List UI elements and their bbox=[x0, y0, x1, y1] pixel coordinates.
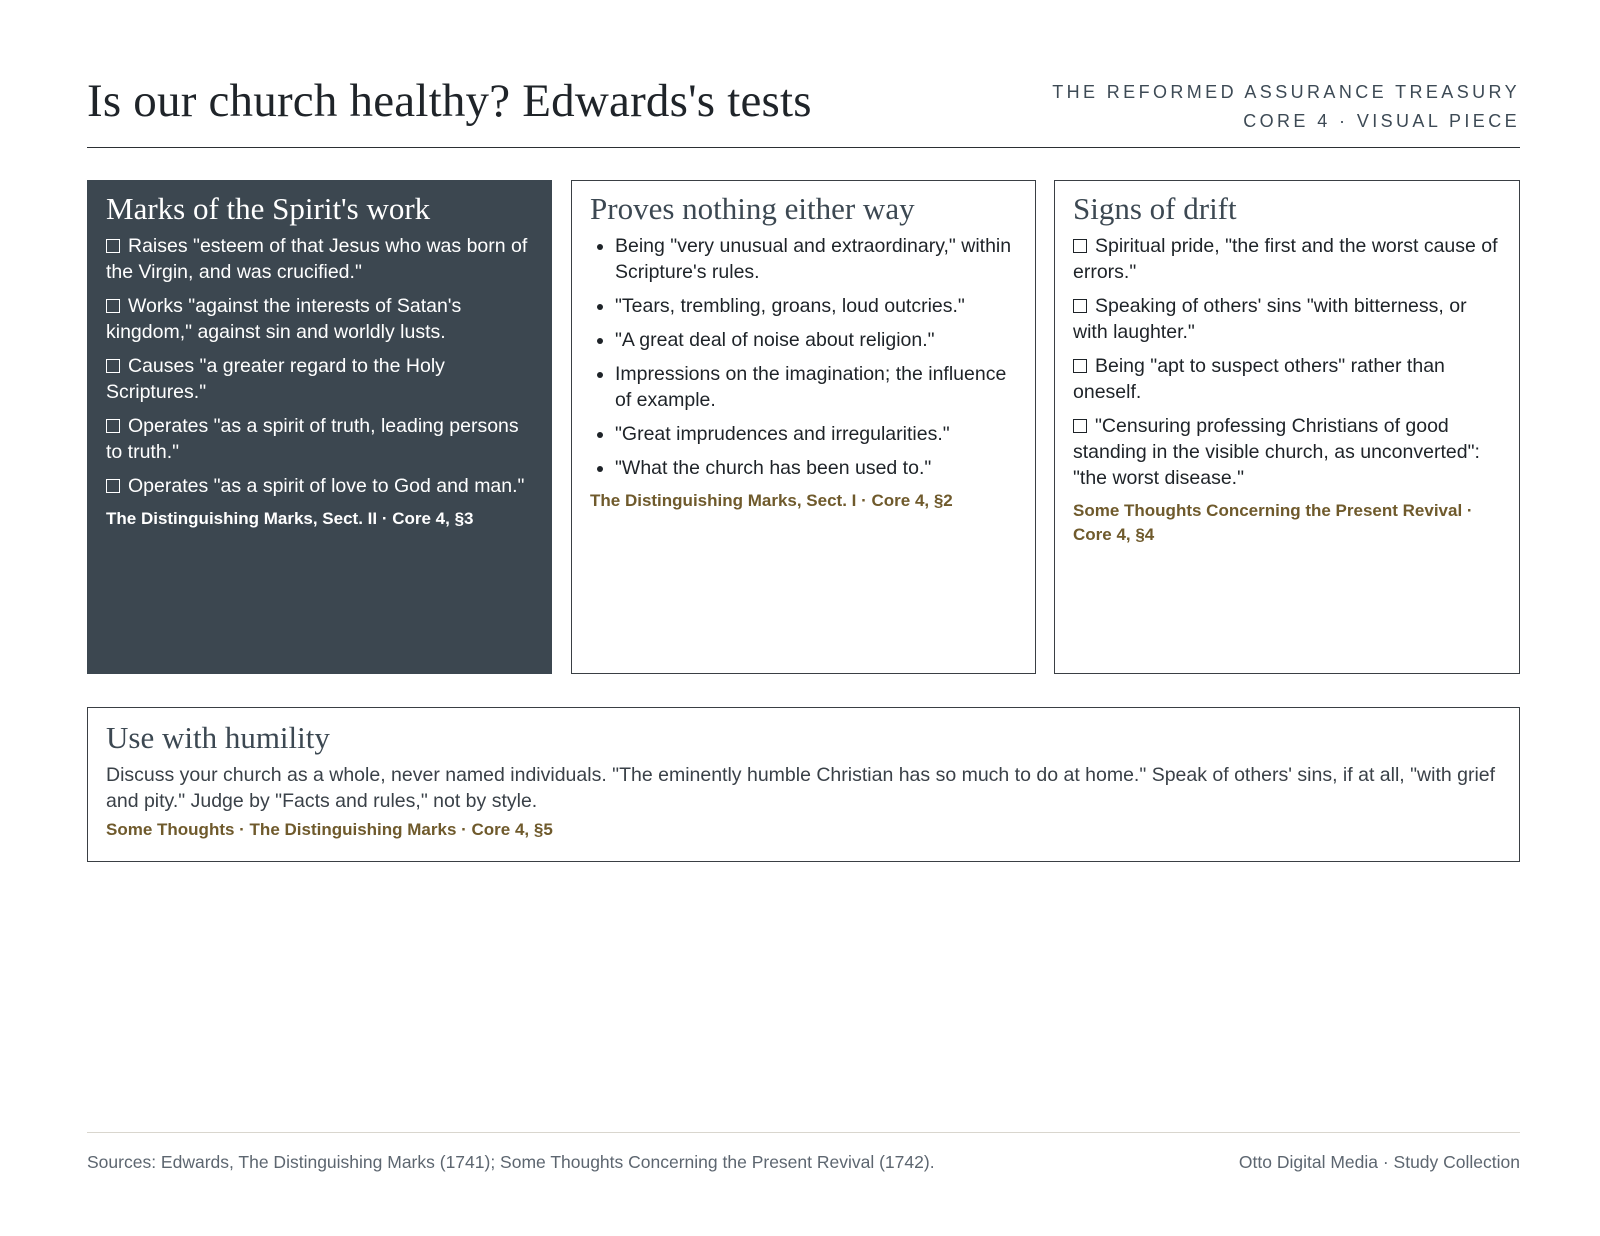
checklist-item bbox=[106, 353, 534, 405]
checklist-item-text: Speaking of others' sins "with bitterness, or with laughter." bbox=[1073, 295, 1467, 343]
checklist-item-text: Operates "as a spirit of love to God and man." bbox=[128, 475, 525, 497]
checklist bbox=[106, 233, 534, 499]
checklist-item-text: Being "apt to suspect others" rather than oneself. bbox=[1073, 355, 1445, 403]
card-title: Proves nothing either way bbox=[590, 191, 915, 226]
checklist-item-text: Raises "esteem of that Jesus who was born of the Virgin, and was crucified." bbox=[106, 235, 528, 283]
list-item: • "Great imprudences and irregularities." bbox=[615, 421, 1018, 447]
checklist-item-text: Operates "as a spirit of truth, leading persons to truth." bbox=[106, 415, 519, 463]
list-item: • "Tears, trembling, groans, loud outcries." bbox=[615, 293, 1018, 319]
checklist-item-text: "Censuring professing Christians of good standing in the visible church, as unconverted": "the worst disease." bbox=[1073, 415, 1480, 489]
checklist-item bbox=[1073, 233, 1502, 285]
humility-text: Discuss your church as a whole, never named individuals. "The eminently humble Christian has so much to do at home." Speak of others' sins, if at all, "with grief and pity." Judge by "Facts and rules," not by style. bbox=[106, 764, 1496, 812]
checklist-item bbox=[1073, 353, 1502, 405]
card-source: The Distinguishing Marks, Sect. I · Core 4, §2 bbox=[590, 491, 953, 510]
card-source: Some Thoughts · The Distinguishing Marks · Core 4, §5 bbox=[106, 820, 553, 839]
checkbox-icon[interactable] bbox=[106, 419, 120, 433]
checkbox-icon[interactable] bbox=[1073, 299, 1087, 313]
checklist-item bbox=[106, 293, 534, 345]
card-title: Signs of drift bbox=[1073, 191, 1237, 226]
checklist-item bbox=[106, 473, 534, 499]
footer-sources: Sources: Edwards, The Distinguishing Marks (1741); Some Thoughts Concerning the Present Revival (1742). bbox=[87, 1152, 935, 1172]
checkbox-icon[interactable] bbox=[1073, 239, 1087, 253]
bullet-list bbox=[590, 233, 1018, 481]
footer-credit: Otto Digital Media · Study Collection bbox=[1238, 1152, 1520, 1172]
page-title: Is our church healthy? Edwards's tests bbox=[87, 75, 812, 127]
checkbox-icon[interactable] bbox=[1073, 359, 1087, 373]
checkbox-icon[interactable] bbox=[106, 479, 120, 493]
checklist bbox=[1073, 233, 1502, 491]
checklist-item bbox=[1073, 293, 1502, 345]
checklist-item bbox=[106, 233, 534, 285]
list-item: • "What the church has been used to." bbox=[615, 455, 1018, 481]
card-proves-nothing bbox=[571, 180, 1036, 674]
brand-name: THE REFORMED ASSURANCE TREASURY bbox=[1052, 82, 1520, 102]
brand-subtitle: CORE 4 · VISUAL PIECE bbox=[1243, 111, 1520, 131]
checkbox-icon[interactable] bbox=[106, 239, 120, 253]
checklist-item-text: Causes "a greater regard to the Holy Scriptures." bbox=[106, 355, 445, 403]
brand-block bbox=[1052, 78, 1520, 136]
card-source: Some Thoughts Concerning the Present Revival · Core 4, §4 bbox=[1073, 501, 1473, 544]
card-signs-of-drift bbox=[1054, 180, 1520, 674]
card-humility bbox=[87, 707, 1520, 862]
list-item: • Impressions on the imagination; the influence of example. bbox=[615, 361, 1018, 413]
checklist-item bbox=[106, 413, 534, 465]
checkbox-icon[interactable] bbox=[1073, 419, 1087, 433]
checkbox-icon[interactable] bbox=[106, 359, 120, 373]
card-title: Marks of the Spirit's work bbox=[106, 191, 431, 226]
checklist-item-text: Spiritual pride, "the first and the worst cause of errors." bbox=[1073, 235, 1498, 283]
checklist-item bbox=[1073, 413, 1502, 491]
list-item: • Being "very unusual and extraordinary," within Scripture's rules. bbox=[615, 233, 1018, 285]
checkbox-icon[interactable] bbox=[106, 299, 120, 313]
footer-divider bbox=[87, 1132, 1520, 1133]
checklist-item-text: Works "against the interests of Satan's kingdom," against sin and worldly lusts. bbox=[106, 295, 462, 343]
page-header bbox=[87, 62, 1520, 148]
list-item: • "A great deal of noise about religion." bbox=[615, 327, 1018, 353]
card-marks-of-spirit bbox=[87, 180, 552, 674]
card-title: Use with humility bbox=[106, 720, 330, 755]
card-source: The Distinguishing Marks, Sect. II · Core 4, §3 bbox=[106, 509, 474, 528]
